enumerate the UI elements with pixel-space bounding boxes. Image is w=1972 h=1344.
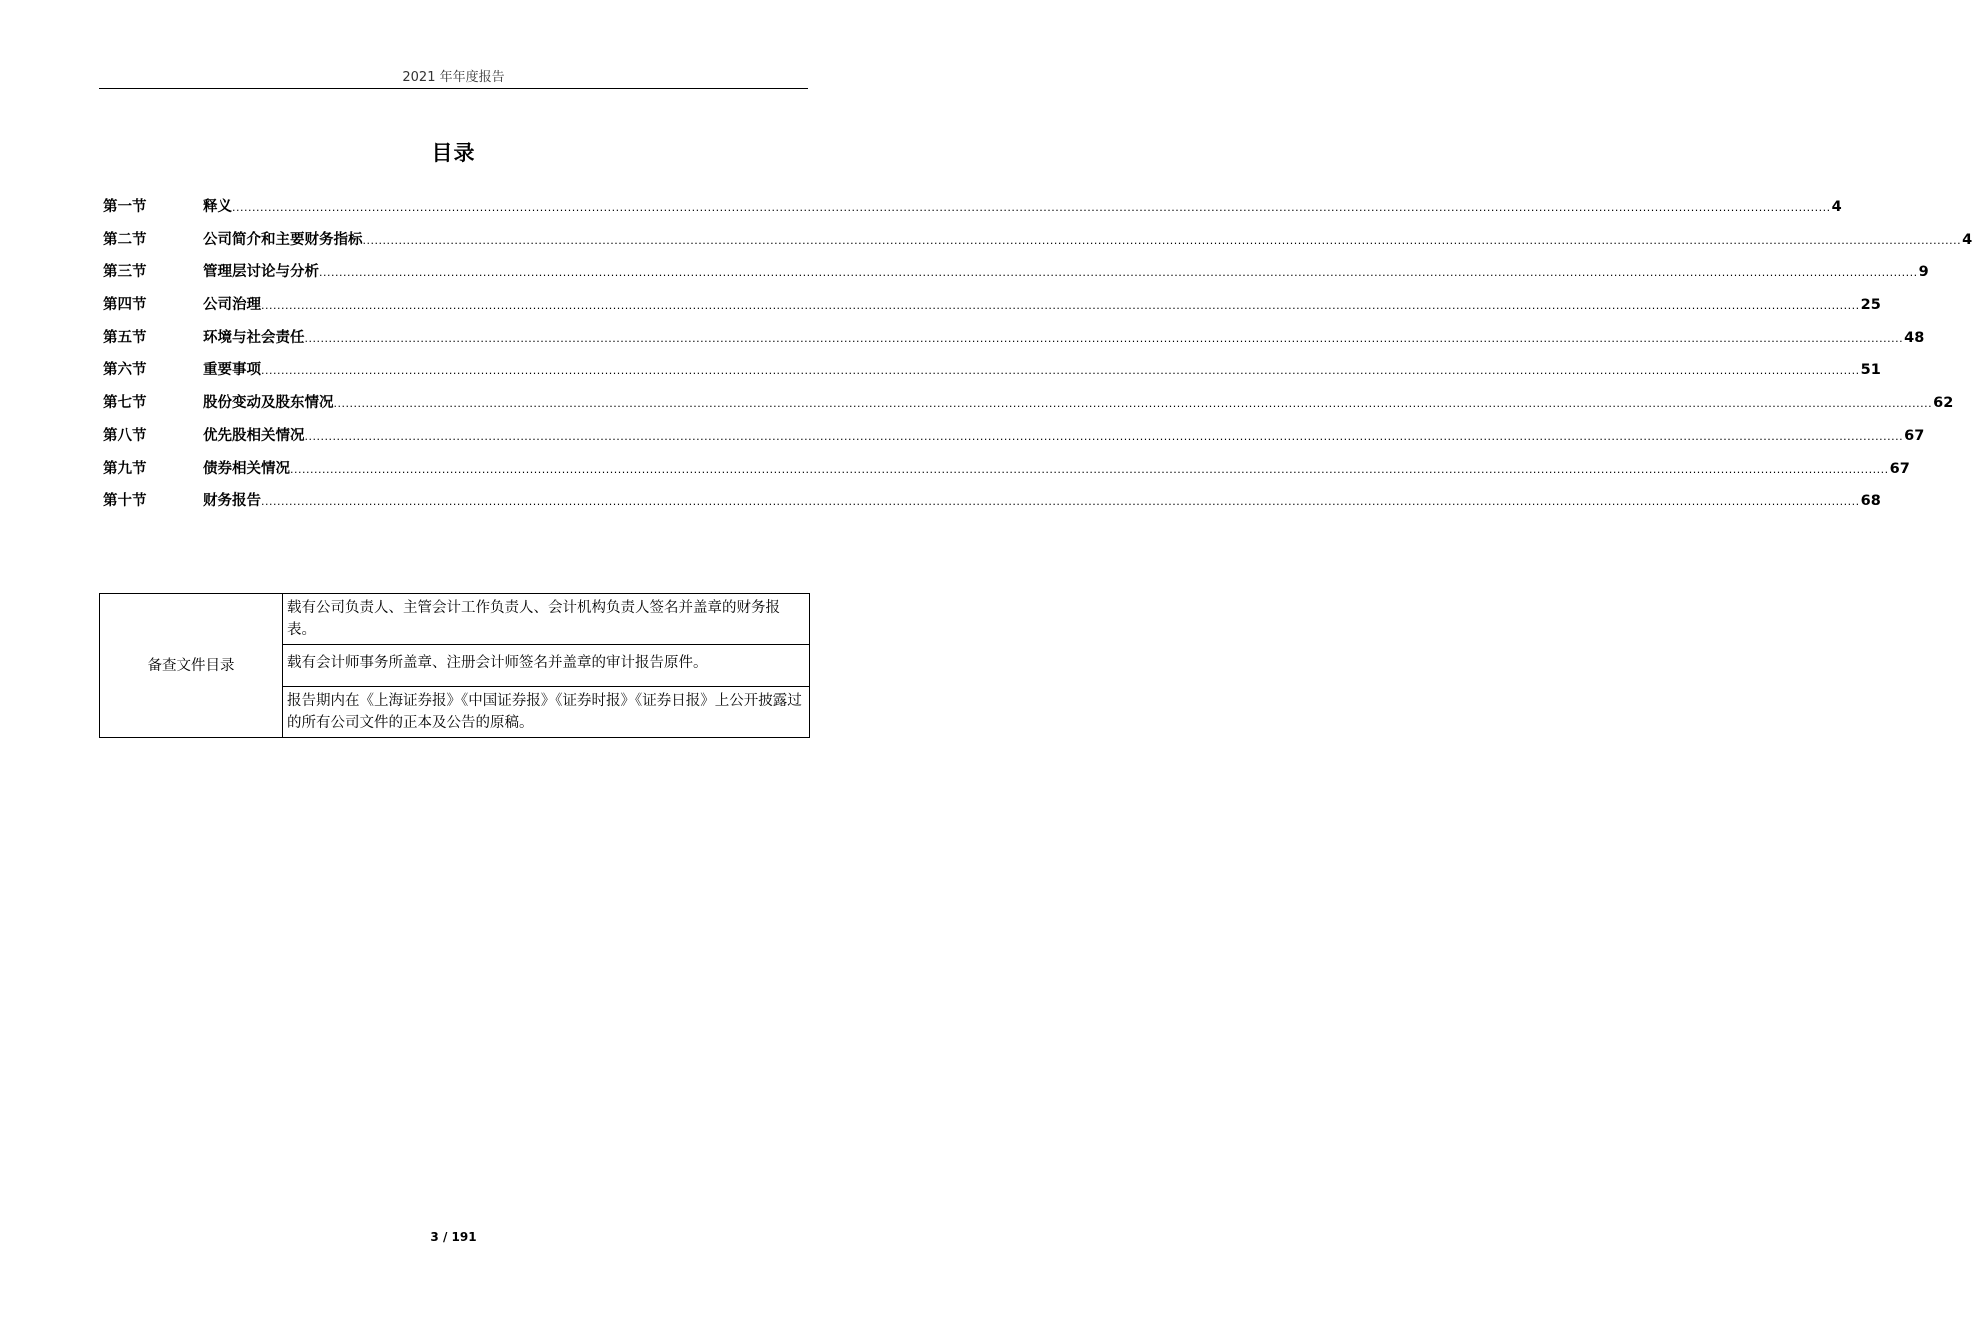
toc-page-number: 4	[1962, 231, 1972, 248]
toc-section-title: 公司简介和主要财务指标	[203, 231, 363, 248]
toc-section-title: 财务报告	[203, 493, 261, 510]
page-number: 3 / 191	[430, 1230, 477, 1244]
toc-entry[interactable]	[103, 260, 1929, 293]
reference-document-item: 载有会计师事务所盖章、注册会计师签名并盖章的审计报告原件。	[283, 645, 810, 687]
toc-section-number: 第七节	[103, 395, 147, 412]
toc-page-number: 25	[1860, 297, 1881, 314]
toc-entry[interactable]	[103, 489, 1881, 522]
reference-documents-table	[99, 593, 810, 738]
toc-section-title: 债券相关情况	[203, 460, 290, 477]
toc-section-number: 第十节	[103, 493, 147, 510]
toc-dot-leader: ................................................................................................................................................................................................................................................................................................................................................................................................................	[261, 299, 1860, 313]
toc-entry[interactable]	[103, 457, 1910, 490]
toc-section-number: 第九节	[103, 460, 147, 477]
toc-section-number: 第六节	[103, 362, 147, 379]
toc-entry[interactable]	[103, 358, 1881, 391]
toc-section-number: 第三节	[103, 264, 147, 281]
toc-section-number: 第五节	[103, 329, 147, 346]
toc-section-number: 第二节	[103, 231, 147, 248]
toc-section-title: 公司治理	[203, 297, 261, 314]
toc-dot-leader: ................................................................................................................................................................................................................................................................................................................................................................................................................	[290, 462, 1889, 476]
toc-entry[interactable]	[103, 424, 1925, 457]
toc-section-number: 第八节	[103, 427, 147, 444]
toc-page-number: 68	[1860, 493, 1881, 510]
toc-entry[interactable]	[103, 391, 1954, 424]
reference-document-item: 报告期内在《上海证券报》《中国证券报》《证券时报》《证券日报》上公开披露过的所有公司文件的正本及公告的原稿。	[283, 687, 810, 738]
toc-section-number: 第四节	[103, 297, 147, 314]
toc-dot-leader: ................................................................................................................................................................................................................................................................................................................................................................................................................	[319, 266, 1918, 280]
toc-section-title: 释义	[203, 199, 232, 215]
toc-dot-leader: ................................................................................................................................................................................................................................................................................................................................................................................................................	[261, 495, 1860, 509]
toc-dot-leader: ................................................................................................................................................................................................................................................................................................................................................................................................................	[362, 233, 1962, 247]
toc-page-number: 9	[1918, 264, 1929, 281]
reference-documents-label: 备查文件目录	[100, 594, 283, 738]
toc-section-title: 管理层讨论与分析	[203, 264, 319, 281]
table-of-contents	[103, 195, 1972, 522]
toc-entry[interactable]	[103, 195, 1842, 228]
toc-page-number: 67	[1904, 427, 1925, 444]
toc-section-title: 环境与社会责任	[203, 329, 305, 346]
toc-page-number: 67	[1889, 460, 1910, 477]
toc-dot-leader: ................................................................................................................................................................................................................................................................................................................................................................................................................	[261, 364, 1860, 378]
toc-dot-leader: ................................................................................................................................................................................................................................................................................................................................................................................................................	[232, 201, 1831, 214]
table-row	[100, 594, 810, 645]
toc-entry[interactable]	[103, 326, 1925, 359]
toc-page-number: 62	[1933, 395, 1954, 412]
toc-dot-leader: ................................................................................................................................................................................................................................................................................................................................................................................................................	[304, 331, 1904, 345]
toc-dot-leader: ................................................................................................................................................................................................................................................................................................................................................................................................................	[333, 397, 1933, 411]
toc-title: 目录	[431, 141, 476, 165]
toc-entry[interactable]	[103, 293, 1881, 326]
toc-section-title: 优先股相关情况	[203, 427, 305, 444]
toc-page-number: 51	[1860, 362, 1881, 379]
toc-entry[interactable]	[103, 228, 1972, 261]
reference-document-item: 载有公司负责人、主管会计工作负责人、会计机构负责人签名并盖章的财务报表。	[283, 594, 810, 645]
toc-section-title: 股份变动及股东情况	[203, 395, 334, 412]
toc-dot-leader: ................................................................................................................................................................................................................................................................................................................................................................................................................	[304, 429, 1904, 443]
toc-section-title: 重要事项	[203, 362, 261, 379]
running-header: 2021 年年度报告	[402, 70, 505, 85]
toc-section-number: 第一节	[103, 199, 147, 215]
toc-page-number: 4	[1831, 199, 1842, 215]
header-rule	[99, 88, 808, 89]
toc-page-number: 48	[1904, 329, 1925, 346]
